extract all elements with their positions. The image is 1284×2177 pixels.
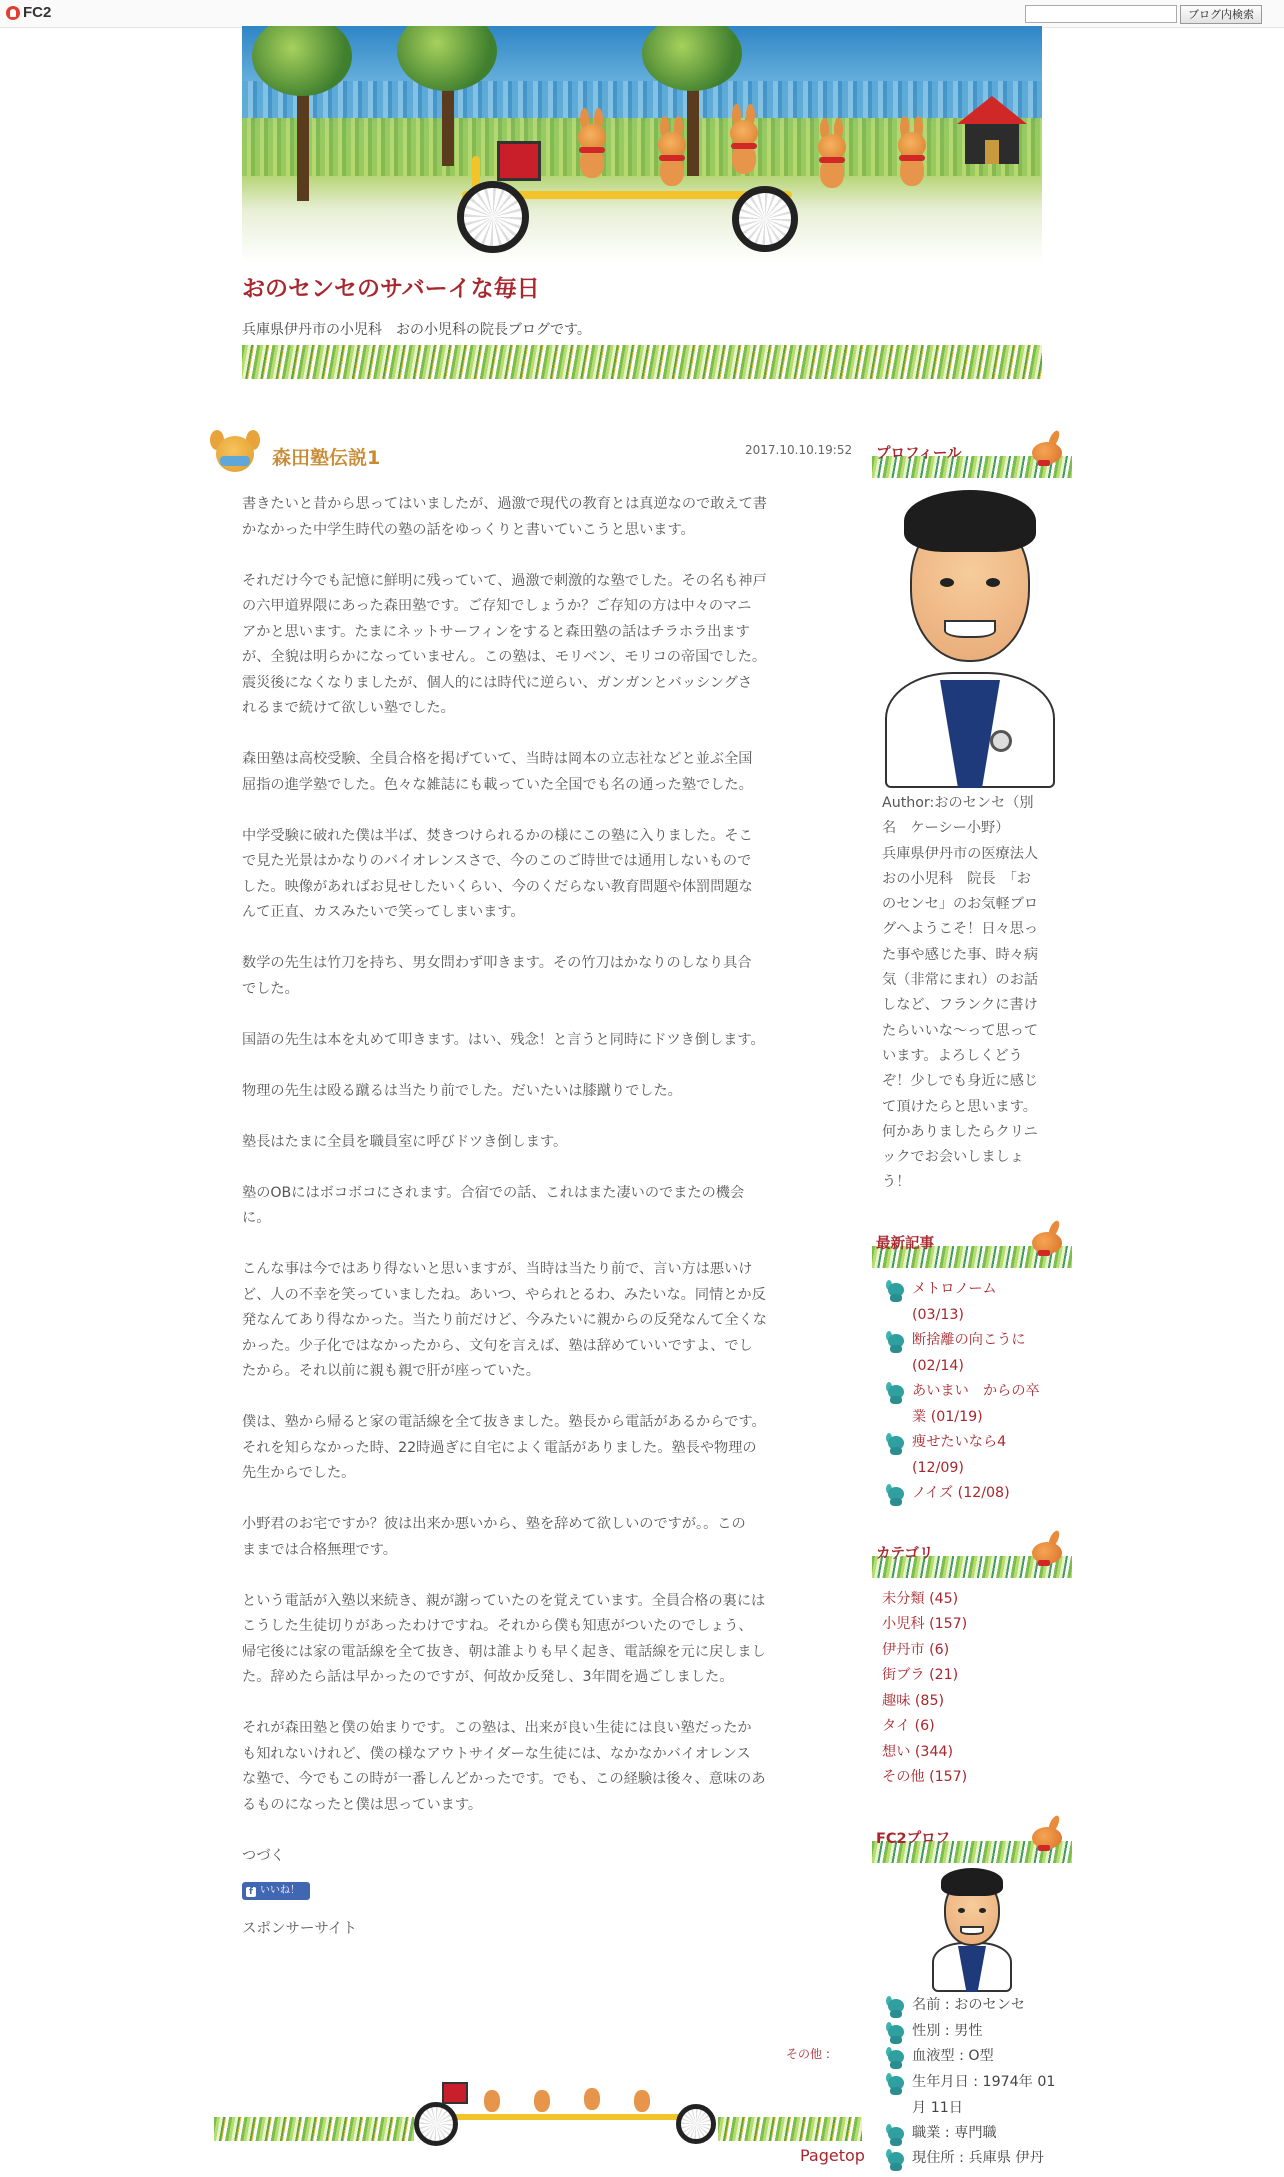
teal-dog-icon	[884, 2124, 906, 2146]
footer-grass-decoration	[214, 2117, 414, 2141]
category-link[interactable]: 趣味 (85)	[882, 1693, 945, 1709]
entry-dog-icon	[210, 428, 260, 478]
category-link[interactable]: その他 (157)	[882, 1769, 968, 1785]
blog-search-input[interactable]	[1025, 5, 1177, 23]
sidebar-recent-heading: 最新記事	[872, 1220, 1072, 1268]
teal-dog-icon	[884, 2073, 906, 2095]
profile-avatar[interactable]	[880, 490, 1060, 790]
teal-dog-icon	[884, 2022, 906, 2044]
blog-description: 兵庫県伊丹市の小児科 おの小児科の院長ブログです。	[242, 322, 591, 338]
fc2prof-gender: 性別 : 男性	[884, 2019, 1074, 2045]
fc2prof-residence: 現住所 : 兵庫県 伊丹	[884, 2146, 1074, 2172]
footer-tandem-bike-illustration	[414, 2072, 718, 2146]
sidebar-fc2prof-heading: FC2プロフ	[872, 1815, 1072, 1863]
teal-dog-icon	[884, 1331, 906, 1353]
category-link[interactable]: タイ (6)	[882, 1718, 935, 1734]
blog-title[interactable]: おのセンセのサバーイな毎日	[242, 276, 540, 302]
fc2-logo-text: FC2	[23, 4, 52, 21]
sponsor-site-label: スポンサーサイト	[242, 1921, 357, 1937]
category-link[interactable]: 伊丹市 (6)	[882, 1642, 950, 1658]
category-link[interactable]: 街ブラ (21)	[882, 1667, 959, 1683]
recent-entry[interactable]: あいまい からの卒 業 (01/19)	[884, 1379, 1074, 1430]
sidebar-category-heading: カテゴリ	[872, 1530, 1072, 1578]
recent-entry[interactable]: 断捨離の向こうに (02/14)	[884, 1328, 1074, 1379]
facebook-like-button[interactable]	[242, 1882, 310, 1914]
pagetop-link[interactable]: Pagetop	[800, 2146, 865, 2165]
fc2-toolbar	[0, 0, 1284, 28]
profile-text: Author:おのセンセ（別 名 ケーシー小野） 兵庫県伊丹市の医療法人 おの小児科 院長 「お のセンセ」のお気軽ブロ グへようこそ！日々思っ た事や感じた事、時々病 気（非常にまれ）のお話 しなど、フランクに書け たらいいな〜って思って います。よろしくどう ぞ！少しでも身近に感じ て頂けたらと思います。 何かありましたらクリニ ックでお会いしましょ う！	[882, 795, 1039, 1191]
fc2prof-occupation: 職業 : 専門職	[884, 2121, 1074, 2147]
fc2-logo[interactable]	[6, 4, 51, 21]
category-link[interactable]: 想い (344)	[882, 1744, 954, 1760]
teal-dog-icon	[884, 1382, 906, 1404]
category-link[interactable]: 未分類 (45)	[882, 1591, 959, 1607]
teal-dog-icon	[884, 1280, 906, 1302]
entry-body: 書きたいと昔から思ってはいましたが、過激で現代の教育とは真逆なので敢えて書 かなかった中学生時代の塾の話をゆっくりと書いていこうと思います。 それだけ今でも記憶に鮮明に残っていて、過激で刺激的な塾でした。その名も神戸 の六甲道界隈にあった森田塾です。ご存知でしょうか？ご存知の方は中々のマニ アかと思います。たまにネットサーフィンをすると森田塾の話はチラホラ出ます が、全貌は明らかになっていません。この塾は、モリベン、モリコの帝国でした。 震災後になくなりましたが、個人的には時代に逆らい、ガンガンとバッシングさ れるまで続けて欲しい塾でした。 森田塾は高校受験、全員合格を掲げていて、当時は岡本の立志社などと並ぶ全国 屈指の進学塾でした。色々な雑誌にも載っていた全国でも名の通った塾でした。 中学受験に破れた僕は半ば、焚きつけられるかの様にこの塾に入りました。そこ で見た光景はかなりのバイオレンスさで、今のこのご時世では通用しないもので した。映像があればお見せしたいくらい、今のくだらない教育問題や体罰問題な んて正直、カスみたいで笑ってしまいます。 数学の先生は竹刀を持ち、男女問わず叩きます。その竹刀はかなりのしなり具合 でした。 国語の先生は本を丸めて叩きます。はい、残念！と言うと同時にドツき倒します。 物理の先生は殴る蹴るは当たり前でした。だいたいは膝蹴りでした。 塾長はたまに全員を職員室に呼びドツき倒します。 塾のOBにはボコボコにされます。合宿での話、これはまた凄いのでまたの機会 に。 こんな事は今ではあり得ないと思いますが、当時は当たり前で、言い方は悪いけ ど、人の不幸を笑っていましたね。あいつ、やられとるわ、みたいな。同情とか反 発なんてあり得なかった。当たり前だけど、今みたいに親からの反発なんて全くな かった。少子化ではなかったから、文句を言えば、塾は辞めていいですよ、でし たから。それ以前に親も親で肝が座っていた。 僕は、塾から帰ると家の電話線を全て抜きました。塾長から電話があるからです。 それを知らなかった時、22時過ぎに自宅によく電話がありました。塾長や物理の 先生からでした。 小野君のお宅ですか？彼は出来か悪いから、塾を辞めて欲しいのですが。。この ままでは合格無理です。 という電話が入塾以来続き、親が謝っていたのを覚えています。全員合格の裏には こうした生徒切りがあったわけですね。それから僕も知恵がついたのでしょう、 帰宅後には家の電話線を全て抜き、朝は誰よりも早く起き、電話線を元に戻しまし た。辞めたら話は早かったのですが、何故か反発し、3年間を過ごしました。 それが森田塾と僕の始まりです。この塾は、出来が良い生徒には良い塾だったか も知れないけれど、僕の様なアウトサイダーな生徒には、なかなかバイオレンス な塾で、今でもこの時が一番しんどかったです。でも、この経験は後々、意味のあ るものになったと僕は思っています。 つづく	[242, 496, 767, 1864]
fc2prof-blood-type: 血液型 : O型	[884, 2044, 1074, 2070]
entry-title[interactable]: 森田塾伝説1	[272, 447, 381, 469]
like-count: いいね！ 12	[246, 1885, 300, 1914]
teal-dog-icon	[884, 1996, 906, 2018]
fc2-profile-avatar[interactable]	[930, 1868, 1014, 1992]
header-grass-decoration	[242, 345, 1042, 379]
recent-entry[interactable]: ノイズ (12/08)	[884, 1481, 1074, 1507]
bunny-icon	[1024, 1220, 1068, 1260]
bunny-icon	[1024, 430, 1068, 470]
bunny-icon	[1024, 1815, 1068, 1855]
header-banner-image[interactable]	[242, 26, 1042, 262]
blog-search-button[interactable]: ブログ内検索	[1180, 5, 1262, 24]
fc2prof-birthday: 生年月日 : 1974年 01 月 11日	[884, 2070, 1074, 2121]
recent-entry[interactable]: 痩せたいなら4 (12/09)	[884, 1430, 1074, 1481]
teal-dog-icon	[884, 2149, 906, 2171]
banner-tandem-bike	[242, 26, 1042, 262]
entry-date: 2017.10.10.19:52	[745, 443, 853, 457]
footer-grass-decoration	[718, 2117, 862, 2141]
facebook-icon: f	[246, 1887, 256, 1897]
teal-dog-icon	[884, 1484, 906, 1506]
sidebar-profile-heading: プロフィール	[872, 430, 1072, 478]
entry-more-link[interactable]: その他 :	[786, 2047, 830, 2061]
teal-dog-icon	[884, 2047, 906, 2069]
category-link[interactable]: 小児科 (157)	[882, 1616, 968, 1632]
fc2-logo-icon	[6, 6, 20, 20]
bunny-icon	[1024, 1530, 1068, 1570]
teal-dog-icon	[884, 1433, 906, 1455]
recent-entry[interactable]: メトロノーム (03/13)	[884, 1277, 1074, 1328]
fc2prof-name: 名前 : おのセンセ	[884, 1993, 1074, 2019]
